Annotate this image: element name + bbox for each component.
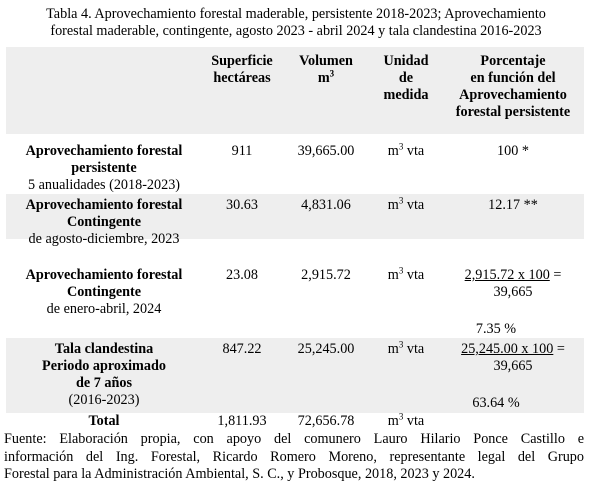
row-4-unidad-sup: 3 bbox=[398, 339, 404, 350]
header-unidad bbox=[366, 53, 446, 104]
row-1-label bbox=[6, 143, 202, 194]
source-line-3: Forestal para la Administración Ambiental, S. C., y Probosque, 2018, 2023 y 2024. bbox=[4, 466, 475, 482]
row-2-label-plain: de agosto-diciembre, 2023 bbox=[28, 231, 180, 247]
header-volumen-line-2 bbox=[286, 70, 366, 87]
total-superficie: 1,811.93 bbox=[217, 413, 267, 429]
row-3-unidad-m: m bbox=[387, 267, 399, 283]
total-label: Total bbox=[88, 413, 120, 429]
header-porcentaje-line-1: Porcentaje bbox=[480, 53, 546, 69]
row-4-fraction-numerator: 25,245.00 x 100 bbox=[461, 341, 554, 357]
header-volumen-unit: m bbox=[317, 70, 330, 86]
row-4-label bbox=[6, 341, 202, 409]
row-3-label bbox=[6, 267, 202, 318]
header-unidad-line-1: Unidad bbox=[383, 53, 429, 69]
row-4-unidad bbox=[366, 341, 446, 358]
total-volumen: 72,656.78 bbox=[297, 413, 355, 429]
row-3-fraction-equals: = bbox=[549, 267, 562, 283]
row-3-fraction-denominator: 39,665 bbox=[493, 284, 533, 300]
row-3-unidad-rest: vta bbox=[403, 267, 425, 283]
row-1-unidad-m: m bbox=[387, 143, 399, 159]
row-4-fraction bbox=[446, 341, 580, 358]
header-porcentaje-line-3: Aprovechamiento bbox=[459, 87, 567, 103]
total-unidad-sup: 3 bbox=[398, 411, 404, 422]
row-4-fraction-denominator: 39,665 bbox=[493, 358, 533, 374]
source-note bbox=[4, 431, 584, 484]
header-unidad-line-3: medida bbox=[383, 87, 429, 103]
row-4-label-plain: (2016-2023) bbox=[68, 392, 140, 408]
row-3-superficie: 23.08 bbox=[226, 267, 258, 283]
header-porcentaje bbox=[446, 53, 580, 121]
row-1-label-plain: 5 anualidades (2018-2023) bbox=[27, 177, 181, 193]
row-4-superficie: 847.22 bbox=[222, 341, 262, 357]
source-line-1: Fuente: Elaboración propia, con apoyo del comunero Lauro Hilario Ponce Castillo e bbox=[4, 431, 584, 447]
header-porcentaje-line-4: forestal persistente bbox=[455, 104, 571, 120]
row-2-label bbox=[6, 197, 202, 248]
source-line-2: información del Ing. Forestal, Ricardo Romero Moreno, representante legal del Grupo bbox=[4, 448, 584, 465]
row-4-label-bold-2: Periodo aproximado bbox=[42, 358, 166, 374]
row-2-unidad bbox=[366, 197, 446, 214]
total-unidad-rest: vta bbox=[403, 413, 425, 429]
row-2-unidad-sup: 3 bbox=[398, 195, 404, 206]
row-3-unidad-sup: 3 bbox=[398, 265, 404, 276]
header-volumen bbox=[286, 53, 366, 87]
row-2-superficie: 30.63 bbox=[226, 197, 258, 213]
row-4-volumen: 25,245.00 bbox=[297, 341, 355, 357]
header-unidad-line-2: de bbox=[398, 70, 414, 86]
caption-line-1: Tabla 4. Aprovechamiento forestal maderable, persistente 2018-2023; Aprovechamiento bbox=[46, 6, 546, 22]
header-superficie-line-1: Superficie bbox=[211, 53, 273, 69]
row-4-unidad-rest: vta bbox=[403, 341, 425, 357]
row-3-label-bold-2: Contingente bbox=[66, 284, 142, 300]
row-1-volumen: 39,665.00 bbox=[297, 143, 355, 159]
caption-line-2: forestal maderable, contingente, agosto 2023 - abril 2024 y tala clandestina 2016-2023 bbox=[50, 23, 542, 39]
row-2-unidad-m: m bbox=[387, 197, 399, 213]
header-superficie-line-2: hectáreas bbox=[213, 70, 271, 86]
total-unidad bbox=[366, 413, 446, 430]
data-table bbox=[6, 47, 584, 427]
header-volumen-line-1: Volumen bbox=[299, 53, 353, 69]
row-3-porcentaje bbox=[446, 267, 580, 301]
row-1-unidad-rest: vta bbox=[403, 143, 425, 159]
row-4-label-bold-3: de 7 años bbox=[76, 375, 132, 391]
row-4-label-bold-1: Tala clandestina bbox=[54, 341, 154, 357]
row-4-fraction-equals: = bbox=[553, 341, 565, 357]
header-porcentaje-line-2: en función del bbox=[470, 70, 556, 86]
row-2-porcentaje: 12.17 ** bbox=[488, 197, 538, 213]
row-3-porcentaje-result: 7.35 % bbox=[475, 321, 517, 337]
row-4-unidad-m: m bbox=[387, 341, 399, 357]
row-1-unidad bbox=[366, 143, 446, 160]
row-3-fraction-numerator: 2,915.72 x 100 bbox=[464, 267, 550, 283]
row-3-fraction bbox=[446, 267, 580, 284]
total-unidad-m: m bbox=[387, 413, 399, 429]
row-3-volumen: 2,915.72 bbox=[301, 267, 351, 283]
row-3-label-plain: de enero-abril, 2024 bbox=[46, 301, 162, 317]
row-4-porcentaje-result: 63.64 % bbox=[472, 395, 520, 411]
header-volumen-sup: 3 bbox=[329, 68, 335, 79]
row-2-label-bold-1: Aprovechamiento forestal bbox=[25, 197, 183, 213]
table-caption bbox=[4, 6, 588, 40]
row-1-porcentaje: 100 * bbox=[497, 143, 529, 159]
row-2-label-bold-2: Contingente bbox=[66, 214, 142, 230]
row-2-volumen: 4,831.06 bbox=[301, 197, 351, 213]
row-1-label-bold-1: Aprovechamiento forestal bbox=[25, 143, 183, 159]
row-3-label-bold-1: Aprovechamiento forestal bbox=[25, 267, 183, 283]
row-1-label-bold-2: persistente bbox=[71, 160, 137, 176]
row-1-superficie: 911 bbox=[231, 143, 253, 159]
row-2-unidad-rest: vta bbox=[403, 197, 425, 213]
row-4-porcentaje bbox=[446, 341, 580, 375]
header-superficie bbox=[202, 53, 282, 87]
row-3-unidad bbox=[366, 267, 446, 284]
row-1-unidad-sup: 3 bbox=[398, 141, 404, 152]
